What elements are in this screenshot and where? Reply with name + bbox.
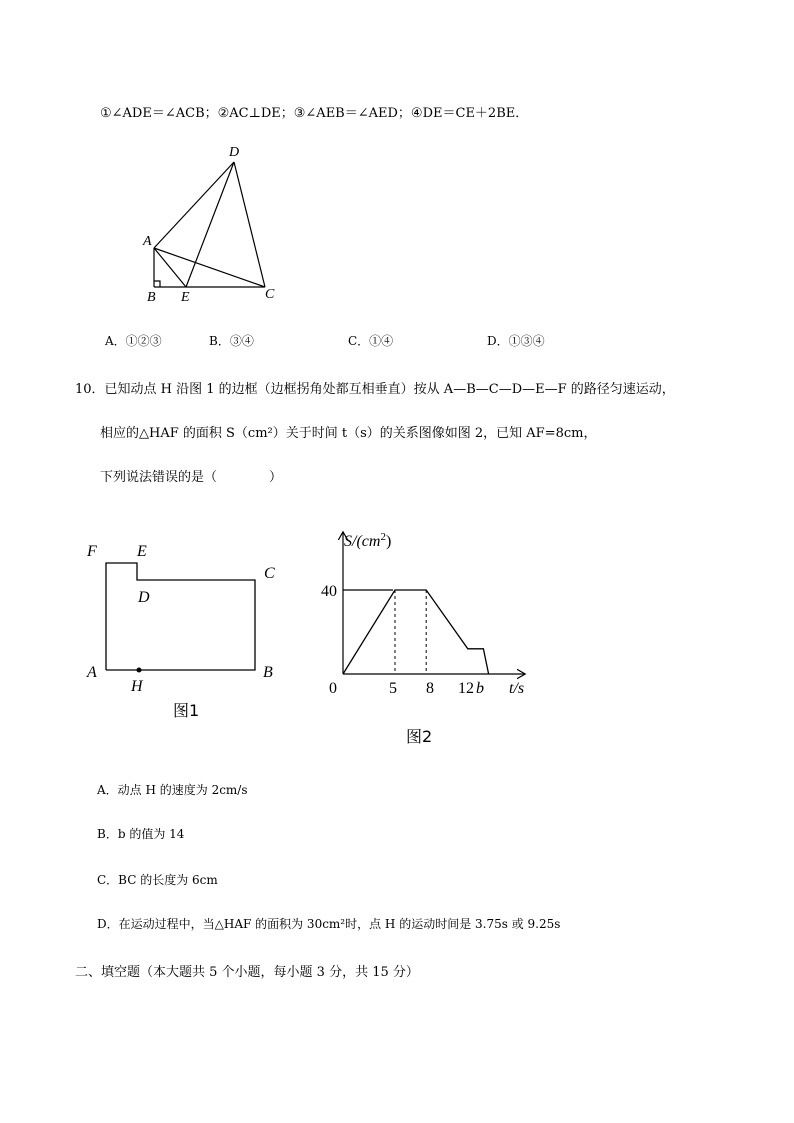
area-time-curve	[343, 590, 489, 674]
q10-line3: 下列说法错误的是（ ）	[100, 470, 283, 485]
fig1-label-D: D	[138, 589, 150, 606]
fig1-label-A: A	[87, 664, 97, 681]
x-tick-12: 12	[458, 680, 474, 697]
q9-statements: ①∠ADE＝∠ACB；②AC⊥DE；③∠AEB＝∠AED；④DE＝CE＋2BE．	[100, 106, 529, 121]
fig2-caption: 图2	[406, 727, 433, 746]
q9-option-d[interactable]: D．①③④	[487, 334, 545, 348]
label-A: A	[143, 234, 152, 249]
fig1-label-E: E	[137, 543, 147, 560]
x-tick-5: 5	[389, 680, 397, 697]
q10-line1: 10．已知动点 H 沿图 1 的边框（边框拐角处都互相垂直）按从 A—B—C—D—E—F 的路径匀速运动，	[75, 382, 675, 397]
origin-label: 0	[329, 680, 337, 697]
y-tick-40: 40	[321, 583, 337, 600]
fig1-label-B: B	[263, 664, 273, 681]
label-B: B	[147, 290, 156, 305]
fig1-label-H: H	[131, 678, 143, 695]
label-E: E	[181, 290, 190, 305]
fig1-caption: 图1	[173, 701, 200, 720]
q10-option-b[interactable]: B．b 的值为 14	[97, 827, 185, 841]
fig1-label-C: C	[264, 565, 275, 582]
x-tick-b: b	[476, 680, 484, 697]
x-axis-label: t/s	[509, 680, 525, 697]
section-2-heading: 二、填空题（本大题共 5 个小题，每小题 3 分，共 15 分）	[75, 965, 419, 980]
label-D: D	[229, 145, 240, 160]
label-C: C	[265, 287, 275, 302]
q9-option-b[interactable]: B．③④	[209, 334, 254, 348]
q9-option-c[interactable]: C．①④	[348, 334, 394, 348]
q9-option-a[interactable]: A．①②③	[105, 334, 162, 348]
fig1-label-F: F	[87, 543, 97, 560]
q10-line2: 相应的△HAF 的面积 S（cm²）关于时间 t（s）的关系图像如图 2，已知 AF=8cm，	[100, 426, 597, 441]
q10-option-d[interactable]: D．在运动过程中，当△HAF 的面积为 30cm²时，点 H 的运动时间是 3.75s 或 9.25s	[97, 917, 561, 931]
q10-option-c[interactable]: C．BC 的长度为 6cm	[97, 873, 218, 887]
x-tick-8: 8	[426, 680, 434, 697]
q10-option-a[interactable]: A．动点 H 的速度为 2cm/s	[97, 783, 248, 797]
y-axis-label: $S/(cm^2)$	[344, 531, 392, 550]
